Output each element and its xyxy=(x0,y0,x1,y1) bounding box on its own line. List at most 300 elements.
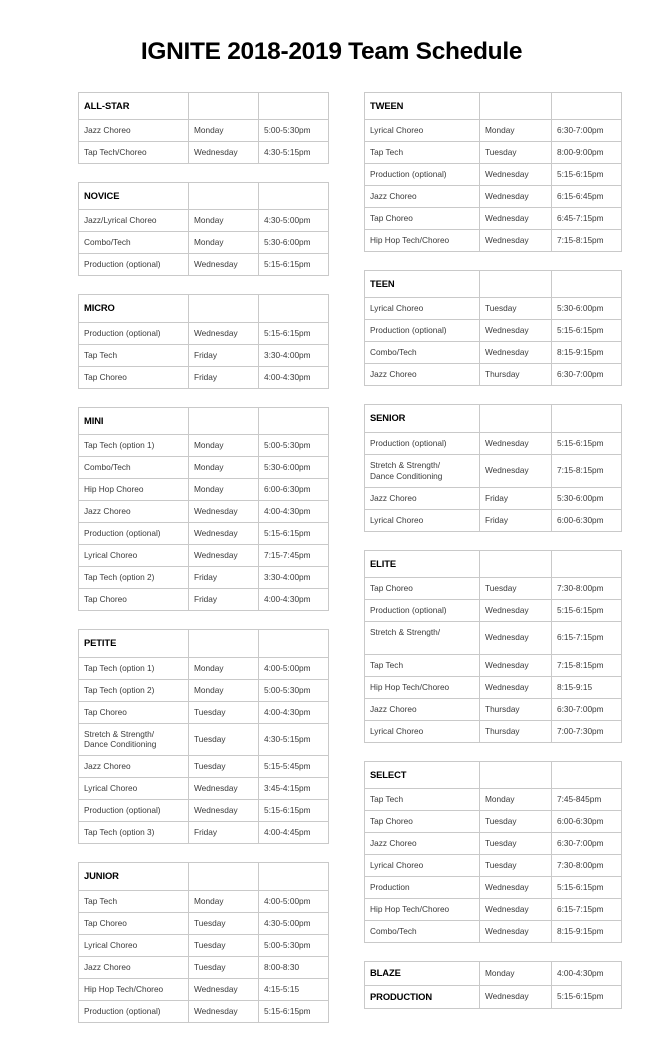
activity-cell: Production (optional) xyxy=(79,523,189,545)
activity-cell: Tap Choreo xyxy=(79,912,189,934)
day-cell: Wednesday xyxy=(480,229,552,251)
team-name-header: NOVICE xyxy=(79,182,189,209)
activity-cell: Tap Tech xyxy=(365,789,480,811)
time-header-empty xyxy=(259,92,329,119)
time-cell: 6:30-7:00pm xyxy=(552,364,622,386)
day-cell: Wednesday xyxy=(480,877,552,899)
day-cell: Wednesday xyxy=(480,622,552,655)
time-header-empty xyxy=(552,92,622,119)
day-cell: Monday xyxy=(480,962,552,985)
day-cell: Wednesday xyxy=(189,545,259,567)
time-header-empty xyxy=(259,295,329,322)
time-cell: 6:00-6:30pm xyxy=(552,811,622,833)
activity-cell: Lyrical Choreo xyxy=(365,119,480,141)
table-header-row xyxy=(79,630,329,657)
activity-cell: Jazz Choreo xyxy=(365,487,480,509)
day-cell: Wednesday xyxy=(189,800,259,822)
day-header-empty xyxy=(480,270,552,297)
table-row xyxy=(79,657,329,679)
activity-cell: Production (optional) xyxy=(79,254,189,276)
activity-cell: Tap Choreo xyxy=(365,578,480,600)
day-cell: Wednesday xyxy=(480,432,552,454)
activity-cell: Jazz Choreo xyxy=(365,698,480,720)
team-name-header: SELECT xyxy=(365,761,480,788)
day-cell: Wednesday xyxy=(189,523,259,545)
activity-cell: Lyrical Choreo xyxy=(79,545,189,567)
table-row xyxy=(79,756,329,778)
schedule-table-all-star xyxy=(78,92,329,164)
time-cell: 8:15-9:15 xyxy=(552,676,622,698)
time-cell: 6:00-6:30pm xyxy=(259,479,329,501)
table-row xyxy=(79,778,329,800)
time-cell: 5:15-6:15pm xyxy=(259,322,329,344)
table-header-row xyxy=(79,407,329,434)
activity-cell: Tap Tech xyxy=(79,344,189,366)
day-cell: Monday xyxy=(480,789,552,811)
table-row xyxy=(79,523,329,545)
time-cell: 7:15-8:15pm xyxy=(552,229,622,251)
table-row xyxy=(79,119,329,141)
table-row xyxy=(365,364,622,386)
table-header-row xyxy=(79,92,329,119)
time-cell: 7:15-7:45pm xyxy=(259,545,329,567)
time-cell: 6:30-7:00pm xyxy=(552,119,622,141)
day-cell: Wednesday xyxy=(480,185,552,207)
time-cell: 5:15-6:15pm xyxy=(552,163,622,185)
day-header-empty xyxy=(189,92,259,119)
activity-cell: Tap Tech (option 3) xyxy=(79,822,189,844)
activity-cell: Hip Hop Tech/Choreo xyxy=(365,899,480,921)
day-cell: Wednesday xyxy=(189,322,259,344)
day-cell: Tuesday xyxy=(189,723,259,756)
time-cell: 7:15-8:15pm xyxy=(552,454,622,487)
time-cell: 6:30-7:00pm xyxy=(552,833,622,855)
day-cell: Friday xyxy=(189,589,259,611)
day-cell: Friday xyxy=(480,487,552,509)
schedule-table-junior xyxy=(78,862,329,1022)
schedule-table-novice xyxy=(78,182,329,276)
day-cell: Monday xyxy=(189,210,259,232)
day-cell: Monday xyxy=(189,119,259,141)
time-cell: 7:45-845pm xyxy=(552,789,622,811)
table-row xyxy=(79,545,329,567)
table-row xyxy=(79,934,329,956)
table-header-row xyxy=(365,92,622,119)
day-header-empty xyxy=(480,761,552,788)
table-row xyxy=(365,962,622,985)
table-row xyxy=(365,454,622,487)
right-schedule-column xyxy=(364,92,604,1041)
time-cell: 6:15-7:15pm xyxy=(552,899,622,921)
activity-cell: Jazz Choreo xyxy=(79,501,189,523)
table-row xyxy=(79,479,329,501)
activity-cell: Combo/Tech xyxy=(79,232,189,254)
day-cell: Tuesday xyxy=(480,855,552,877)
activity-cell: BLAZE xyxy=(365,962,480,985)
activity-cell: Jazz Choreo xyxy=(79,119,189,141)
schedule-table-tween xyxy=(364,92,622,252)
time-cell: 8:00-8:30 xyxy=(259,956,329,978)
activity-cell: Lyrical Choreo xyxy=(365,855,480,877)
day-cell: Tuesday xyxy=(480,141,552,163)
day-cell: Wednesday xyxy=(189,141,259,163)
time-cell: 4:00-4:30pm xyxy=(259,701,329,723)
time-cell: 4:00-5:00pm xyxy=(259,890,329,912)
day-cell: Friday xyxy=(189,366,259,388)
schedule-table-teen xyxy=(364,270,622,386)
table-header-row xyxy=(365,550,622,577)
time-cell: 7:30-8:00pm xyxy=(552,578,622,600)
activity-cell: Production (optional) xyxy=(365,600,480,622)
table-row xyxy=(365,185,622,207)
activity-line-2: Dance Conditioning xyxy=(84,739,157,750)
activity-cell: Lyrical Choreo xyxy=(365,298,480,320)
day-cell: Wednesday xyxy=(480,342,552,364)
table-row xyxy=(365,676,622,698)
table-row xyxy=(79,232,329,254)
day-header-empty xyxy=(189,182,259,209)
table-row xyxy=(79,435,329,457)
activity-cell: Jazz Choreo xyxy=(79,956,189,978)
activity-line-1: Stretch & Strength/ xyxy=(370,459,441,470)
schedule-table-blaze xyxy=(364,961,622,1009)
activity-line-2: Dance Conditioning xyxy=(370,470,443,481)
time-cell: 5:15-6:15pm xyxy=(552,985,622,1008)
activity-cell: PRODUCTION xyxy=(365,985,480,1008)
activity-cell: Hip Hop Tech/Choreo xyxy=(365,676,480,698)
activity-cell: Combo/Tech xyxy=(365,342,480,364)
day-header-empty xyxy=(189,407,259,434)
activity-cell: Tap Tech xyxy=(365,654,480,676)
activity-cell: Tap Tech (option 1) xyxy=(79,657,189,679)
table-row xyxy=(79,890,329,912)
time-cell: 4:00-4:30pm xyxy=(259,501,329,523)
table-row xyxy=(79,210,329,232)
day-cell: Wednesday xyxy=(189,1000,259,1022)
schedule-table-mini xyxy=(78,407,329,611)
time-cell: 4:00-5:00pm xyxy=(259,657,329,679)
day-cell: Thursday xyxy=(480,698,552,720)
day-cell: Wednesday xyxy=(480,921,552,943)
day-cell: Friday xyxy=(480,509,552,531)
table-row xyxy=(79,701,329,723)
table-row xyxy=(365,985,622,1008)
activity-line-2 xyxy=(370,638,475,649)
time-cell: 5:00-5:30pm xyxy=(259,934,329,956)
table-row xyxy=(365,855,622,877)
activity-cell: Lyrical Choreo xyxy=(79,934,189,956)
activity-cell: Combo/Tech xyxy=(365,921,480,943)
schedule-table-select xyxy=(364,761,622,943)
activity-cell: Jazz/Lyrical Choreo xyxy=(79,210,189,232)
table-row xyxy=(79,956,329,978)
activity-cell: Tap Choreo xyxy=(79,701,189,723)
time-cell: 5:00-5:30pm xyxy=(259,679,329,701)
table-row xyxy=(79,800,329,822)
day-cell: Wednesday xyxy=(480,207,552,229)
table-row xyxy=(365,342,622,364)
time-header-empty xyxy=(259,182,329,209)
time-header-empty xyxy=(552,270,622,297)
day-cell: Friday xyxy=(189,567,259,589)
table-row xyxy=(79,254,329,276)
table-row xyxy=(79,344,329,366)
table-row xyxy=(365,578,622,600)
activity-cell: Jazz Choreo xyxy=(365,833,480,855)
day-cell: Thursday xyxy=(480,720,552,742)
day-cell: Monday xyxy=(189,679,259,701)
time-cell: 6:30-7:00pm xyxy=(552,698,622,720)
time-cell: 5:15-6:15pm xyxy=(552,320,622,342)
time-header-empty xyxy=(259,630,329,657)
activity-cell xyxy=(365,622,480,655)
table-header-row xyxy=(365,405,622,432)
activity-cell: Lyrical Choreo xyxy=(365,509,480,531)
activity-cell: Production (optional) xyxy=(365,320,480,342)
table-row xyxy=(365,877,622,899)
activity-line-1: Stretch & Strength/ xyxy=(370,627,441,637)
day-cell: Wednesday xyxy=(189,978,259,1000)
time-cell: 6:15-7:15pm xyxy=(552,622,622,655)
time-cell: 4:30-5:15pm xyxy=(259,141,329,163)
activity-cell: Tap Tech (option 2) xyxy=(79,567,189,589)
time-header-empty xyxy=(259,407,329,434)
table-row xyxy=(365,899,622,921)
time-header-empty xyxy=(552,550,622,577)
day-cell: Wednesday xyxy=(480,654,552,676)
schedule-columns xyxy=(0,65,663,1041)
activity-cell: Hip Hop Tech/Choreo xyxy=(79,978,189,1000)
day-cell: Tuesday xyxy=(480,298,552,320)
day-cell: Wednesday xyxy=(189,254,259,276)
time-cell: 8:15-9:15pm xyxy=(552,342,622,364)
schedule-table-micro xyxy=(78,294,329,388)
table-row xyxy=(79,912,329,934)
schedule-table-petite xyxy=(78,629,329,844)
time-cell: 5:15-6:15pm xyxy=(552,877,622,899)
time-cell: 5:30-6:00pm xyxy=(552,487,622,509)
day-cell: Tuesday xyxy=(189,956,259,978)
activity-cell: Tap Choreo xyxy=(79,589,189,611)
table-row xyxy=(79,501,329,523)
day-header-empty xyxy=(480,405,552,432)
activity-cell: Combo/Tech xyxy=(79,457,189,479)
activity-cell: Production (optional) xyxy=(365,432,480,454)
table-row xyxy=(365,509,622,531)
activity-cell: Tap Tech/Choreo xyxy=(79,141,189,163)
day-cell: Wednesday xyxy=(189,501,259,523)
table-row xyxy=(365,600,622,622)
table-row xyxy=(79,723,329,756)
day-cell: Monday xyxy=(189,657,259,679)
time-cell: 3:30-4:00pm xyxy=(259,567,329,589)
team-name-header: MICRO xyxy=(79,295,189,322)
activity-cell: Tap Tech xyxy=(365,141,480,163)
day-cell: Monday xyxy=(189,435,259,457)
table-header-row xyxy=(79,863,329,890)
table-header-row xyxy=(365,761,622,788)
team-name-header: TWEEN xyxy=(365,92,480,119)
activity-cell: Tap Choreo xyxy=(79,366,189,388)
time-cell: 6:45-7:15pm xyxy=(552,207,622,229)
table-row xyxy=(365,789,622,811)
team-name-header: SENIOR xyxy=(365,405,480,432)
activity-cell: Tap Tech (option 1) xyxy=(79,435,189,457)
time-cell: 5:15-6:15pm xyxy=(259,523,329,545)
day-cell: Wednesday xyxy=(480,163,552,185)
table-header-row xyxy=(79,182,329,209)
activity-cell: Hip Hop Tech/Choreo xyxy=(365,229,480,251)
table-row xyxy=(365,229,622,251)
day-cell: Tuesday xyxy=(480,811,552,833)
activity-cell: Production (optional) xyxy=(79,800,189,822)
day-cell: Monday xyxy=(189,890,259,912)
time-cell: 4:00-4:30pm xyxy=(259,366,329,388)
activity-cell: Tap Tech (option 2) xyxy=(79,679,189,701)
table-row xyxy=(365,698,622,720)
table-row xyxy=(365,119,622,141)
time-header-empty xyxy=(552,405,622,432)
day-cell: Thursday xyxy=(480,364,552,386)
time-cell: 4:00-4:45pm xyxy=(259,822,329,844)
day-cell: Tuesday xyxy=(189,701,259,723)
time-cell: 5:30-6:00pm xyxy=(259,457,329,479)
time-header-empty xyxy=(259,863,329,890)
time-cell: 7:00-7:30pm xyxy=(552,720,622,742)
activity-cell: Jazz Choreo xyxy=(365,185,480,207)
day-cell: Tuesday xyxy=(189,912,259,934)
team-name-header: ELITE xyxy=(365,550,480,577)
table-row xyxy=(79,589,329,611)
team-name-header: PETITE xyxy=(79,630,189,657)
table-row xyxy=(365,654,622,676)
day-cell: Tuesday xyxy=(480,578,552,600)
day-cell: Monday xyxy=(189,479,259,501)
time-cell: 4:00-4:30pm xyxy=(552,962,622,985)
table-row xyxy=(365,833,622,855)
day-cell: Wednesday xyxy=(480,899,552,921)
time-header-empty xyxy=(552,761,622,788)
activity-cell: Jazz Choreo xyxy=(365,364,480,386)
time-cell: 4:15-5:15 xyxy=(259,978,329,1000)
table-row xyxy=(79,322,329,344)
team-name-header: ALL-STAR xyxy=(79,92,189,119)
team-name-header: MINI xyxy=(79,407,189,434)
day-cell: Monday xyxy=(480,119,552,141)
time-cell: 3:30-4:00pm xyxy=(259,344,329,366)
time-cell: 5:15-5:45pm xyxy=(259,756,329,778)
activity-cell xyxy=(365,454,480,487)
day-cell: Wednesday xyxy=(189,778,259,800)
team-name-header: TEEN xyxy=(365,270,480,297)
time-cell: 5:15-6:15pm xyxy=(259,800,329,822)
time-cell: 5:15-6:15pm xyxy=(259,1000,329,1022)
day-cell: Wednesday xyxy=(480,676,552,698)
table-row xyxy=(365,622,622,655)
time-cell: 4:30-5:00pm xyxy=(259,912,329,934)
table-row xyxy=(365,320,622,342)
table-row xyxy=(365,720,622,742)
activity-cell: Tap Choreo xyxy=(365,811,480,833)
activity-cell: Tap Tech xyxy=(79,890,189,912)
schedule-table-senior xyxy=(364,404,622,531)
time-cell: 3:45-4:15pm xyxy=(259,778,329,800)
day-cell: Monday xyxy=(189,457,259,479)
time-cell: 5:30-6:00pm xyxy=(552,298,622,320)
day-header-empty xyxy=(480,92,552,119)
time-cell: 6:00-6:30pm xyxy=(552,509,622,531)
time-cell: 5:00-5:30pm xyxy=(259,435,329,457)
team-name-header: JUNIOR xyxy=(79,863,189,890)
day-cell: Wednesday xyxy=(480,985,552,1008)
time-cell: 5:30-6:00pm xyxy=(259,232,329,254)
time-cell: 8:15-9:15pm xyxy=(552,921,622,943)
activity-cell: Hip Hop Choreo xyxy=(79,479,189,501)
schedule-table-elite xyxy=(364,550,622,743)
activity-cell: Lyrical Choreo xyxy=(79,778,189,800)
time-cell: 6:15-6:45pm xyxy=(552,185,622,207)
table-header-row xyxy=(365,270,622,297)
day-header-empty xyxy=(189,863,259,890)
activity-cell: Jazz Choreo xyxy=(79,756,189,778)
day-cell: Tuesday xyxy=(189,934,259,956)
activity-cell: Lyrical Choreo xyxy=(365,720,480,742)
table-row xyxy=(365,163,622,185)
time-cell: 5:15-6:15pm xyxy=(552,600,622,622)
activity-line-1: Stretch & Strength/ xyxy=(84,728,155,739)
day-cell: Wednesday xyxy=(480,600,552,622)
time-cell: 8:00-9:00pm xyxy=(552,141,622,163)
day-cell: Tuesday xyxy=(480,833,552,855)
day-header-empty xyxy=(480,550,552,577)
table-row xyxy=(79,457,329,479)
day-cell: Friday xyxy=(189,344,259,366)
table-row xyxy=(365,141,622,163)
day-cell: Friday xyxy=(189,822,259,844)
time-cell: 5:15-6:15pm xyxy=(552,432,622,454)
day-cell: Wednesday xyxy=(480,454,552,487)
time-cell: 5:00-5:30pm xyxy=(259,119,329,141)
day-cell: Tuesday xyxy=(189,756,259,778)
table-row xyxy=(365,487,622,509)
day-cell: Wednesday xyxy=(480,320,552,342)
time-cell: 7:15-8:15pm xyxy=(552,654,622,676)
activity-cell: Production (optional) xyxy=(365,163,480,185)
activity-cell: Tap Choreo xyxy=(365,207,480,229)
page-title: IGNITE 2018-2019 Team Schedule xyxy=(140,38,523,65)
day-header-empty xyxy=(189,295,259,322)
time-cell: 4:00-4:30pm xyxy=(259,589,329,611)
activity-cell: Production (optional) xyxy=(79,1000,189,1022)
table-row xyxy=(79,679,329,701)
table-row xyxy=(365,298,622,320)
table-row xyxy=(365,811,622,833)
table-row xyxy=(79,141,329,163)
day-header-empty xyxy=(189,630,259,657)
time-cell: 4:30-5:00pm xyxy=(259,210,329,232)
time-cell: 5:15-6:15pm xyxy=(259,254,329,276)
table-row xyxy=(79,822,329,844)
time-cell: 4:30-5:15pm xyxy=(259,723,329,756)
table-row xyxy=(79,1000,329,1022)
table-row xyxy=(79,567,329,589)
table-row xyxy=(365,432,622,454)
table-header-row xyxy=(79,295,329,322)
activity-cell xyxy=(79,723,189,756)
left-schedule-column xyxy=(78,92,311,1041)
table-row xyxy=(365,207,622,229)
table-row xyxy=(79,978,329,1000)
